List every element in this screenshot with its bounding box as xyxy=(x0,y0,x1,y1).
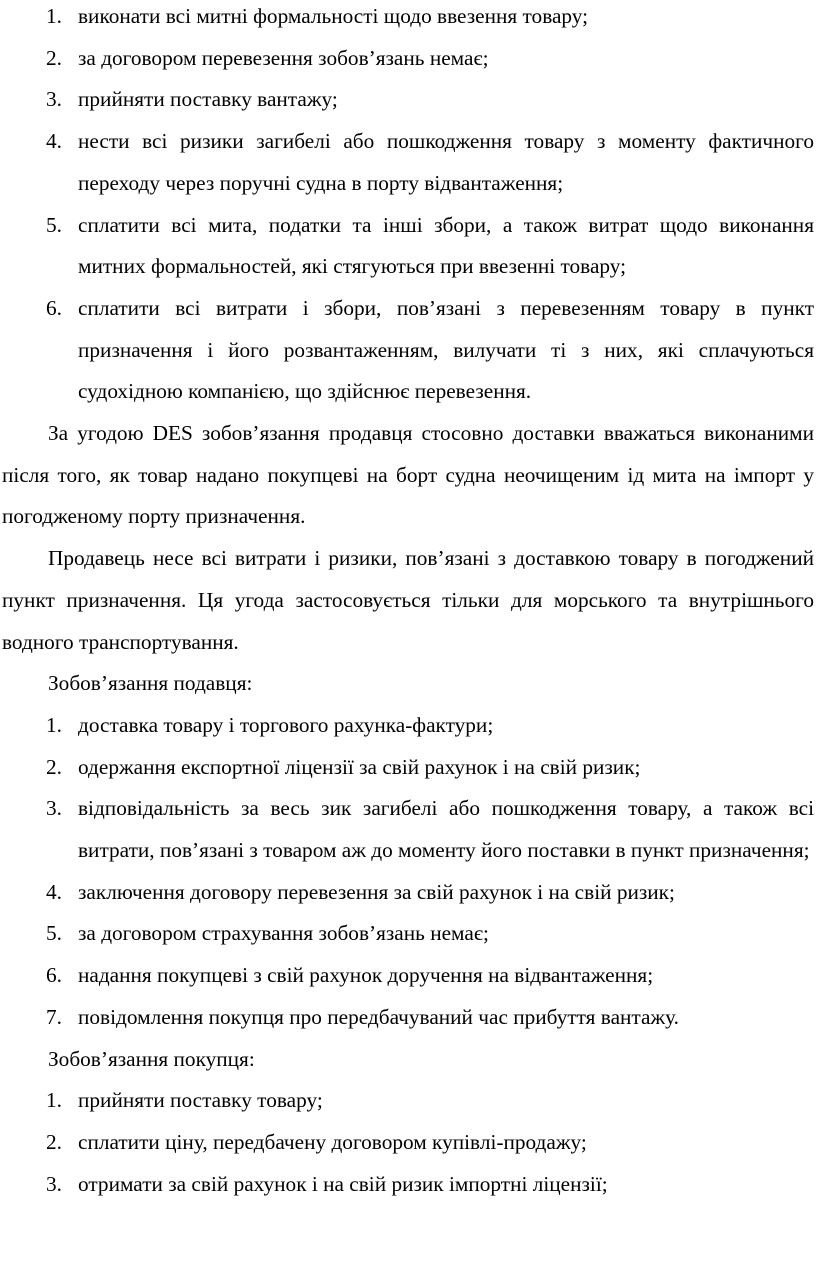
buyer-obligations-list-continued xyxy=(2,0,814,413)
buyer-obligations-list xyxy=(2,1080,814,1205)
list-item xyxy=(2,38,814,80)
list-item-number: 4. xyxy=(46,879,62,904)
list-item-text: повідомлення покупця про передбачуваний час прибуття вантажу. xyxy=(78,1004,679,1029)
list-item-text: нести всі ризики загибелі або пошкодження товару з моменту фактичного переходу через поручні судна в порту відвантаження; xyxy=(78,129,814,195)
list-item-number: 1. xyxy=(46,1088,62,1113)
list-item xyxy=(2,1080,814,1122)
list-item-number: 2. xyxy=(46,1129,62,1154)
seller-obligations-list xyxy=(2,705,814,1039)
list-item-text: виконати всі митні формальності щодо ввезення товару; xyxy=(78,4,589,28)
list-item xyxy=(2,747,814,789)
list-item-number: 2. xyxy=(46,754,62,779)
seller-obligations-heading: Зобов’язання подавця: xyxy=(48,671,253,696)
list-item-text: за договором страхування зобов’язань немає; xyxy=(78,921,489,946)
list-item-text: сплатити всі мита, податки та інші збори, а також витрат щодо виконання митних формальностей, які стягуються при ввезенні товару; xyxy=(78,212,814,279)
list-item xyxy=(2,121,814,204)
list-item xyxy=(2,788,814,871)
des-scope-paragraph: Продавець несе всі витрати і ризики, пов’язані з доставкою товару в погоджений пункт призначення. Ця угода застосовується тільки для морського та внутрішнього водного транспортування. xyxy=(2,546,814,654)
list-item-number: 5. xyxy=(46,921,62,946)
list-item-number: 4. xyxy=(46,129,62,154)
list-item-number: 2. xyxy=(46,45,62,70)
list-item-number: 7. xyxy=(46,1004,62,1029)
list-item-number: 5. xyxy=(46,212,62,237)
list-item-text: сплатити всі витрати і збори, пов’язані з перевезенням товару в пункт призначення і його розвантаженням, вилучати ті з них, які сплачуються судохідною компанією, що здійснює перевезення. xyxy=(78,295,814,404)
list-item xyxy=(2,1164,814,1206)
list-item xyxy=(2,1122,814,1164)
list-item-text: одержання експортної ліцензії за свій рахунок і на свій ризик; xyxy=(78,754,641,779)
list-item xyxy=(2,205,814,288)
list-item-number: 3. xyxy=(46,796,62,821)
list-item-number: 3. xyxy=(46,1171,62,1196)
list-item-text: надання покупцеві з свій рахунок доручення на відвантаження; xyxy=(78,963,654,988)
list-item-text: сплатити ціну, передбачену договором купівлі-продажу; xyxy=(78,1129,587,1154)
list-item xyxy=(2,997,814,1039)
list-item xyxy=(2,288,814,413)
des-definition-paragraph: За угодою DES зобов’язання продавця стосовно доставки вважаться виконаними після того, як товар надано покупцеві на борт судна неочищеним ід мита на імпорт у погодженому порту призначення. xyxy=(2,421,814,529)
list-item-number: 1. xyxy=(46,712,62,737)
list-item-number: 6. xyxy=(46,295,62,320)
list-item xyxy=(2,913,814,955)
list-item-number: 1. xyxy=(46,4,62,28)
list-item-text: прийняти поставку товару; xyxy=(78,1088,323,1113)
list-item xyxy=(2,955,814,997)
list-item xyxy=(2,0,814,38)
list-item-number: 6. xyxy=(46,963,62,988)
list-item-text: отримати за свій рахунок і на свій ризик імпортні ліцензії; xyxy=(78,1171,608,1196)
list-item-text: прийняти поставку вантажу; xyxy=(78,87,338,112)
list-item-text: за договором перевезення зобов’язань немає; xyxy=(78,45,489,70)
list-item-text: відповідальність за весь зик загибелі або пошкодження товару, а також всі витрати, пов’язані з товаром аж до моменту його поставки в пункт призначення; xyxy=(78,796,814,863)
list-item-number: 3. xyxy=(46,87,62,112)
list-item xyxy=(2,705,814,747)
list-item xyxy=(2,872,814,914)
list-item-text: доставка товару і торгового рахунка-фактури; xyxy=(78,712,494,737)
list-item-text: заключення договору перевезення за свій рахунок і на свій ризик; xyxy=(78,879,675,904)
buyer-obligations-heading: Зобов’язання покупця: xyxy=(48,1046,255,1071)
list-item xyxy=(2,79,814,121)
